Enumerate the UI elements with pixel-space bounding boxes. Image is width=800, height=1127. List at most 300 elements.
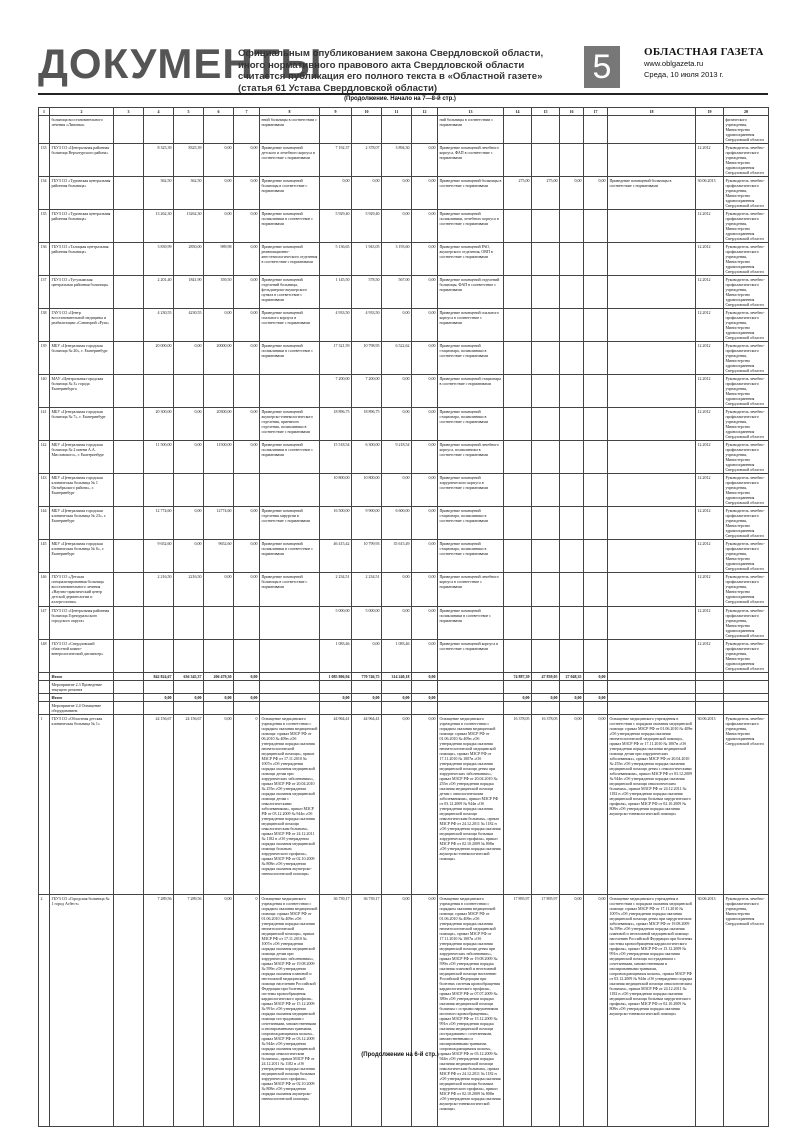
table-cell: 0,00 bbox=[584, 715, 608, 895]
table-cell: 4230,55 bbox=[174, 309, 204, 342]
table-cell bbox=[560, 342, 584, 375]
table-cell: 8325,39 bbox=[174, 144, 204, 177]
table-row bbox=[39, 673, 769, 681]
table-cell bbox=[174, 116, 204, 144]
table-cell: Руководитель лечебно-профилактического учреждения, Министерство здравоохранения Свердловской области bbox=[724, 309, 769, 342]
table-cell bbox=[504, 607, 532, 640]
table-cell: 147 bbox=[39, 607, 50, 640]
table-cell bbox=[204, 474, 234, 507]
table-row bbox=[39, 441, 769, 474]
table-cell: 0,00 bbox=[234, 573, 260, 607]
table-cell bbox=[532, 540, 560, 573]
table-cell: 0,00 bbox=[204, 177, 234, 210]
table-cell: Руководитель лечебно-профилактического учреждения, Министерство здравоохранения Свердловской области bbox=[724, 573, 769, 607]
table-cell bbox=[352, 116, 382, 144]
continuation-bottom: (Продолжение на 6-й стр.) bbox=[361, 1052, 439, 1058]
column-number: 2 bbox=[50, 108, 114, 116]
table-cell bbox=[560, 507, 584, 540]
newspaper-info bbox=[644, 46, 774, 80]
table-cell: 0,00 bbox=[234, 694, 260, 702]
table-cell bbox=[560, 474, 584, 507]
table-cell: Приведение помещений лечебного корпуса, ФАП в соответствие с нормативами bbox=[438, 144, 504, 177]
table-cell bbox=[234, 607, 260, 640]
table-cell bbox=[504, 702, 532, 715]
table-cell bbox=[532, 309, 560, 342]
table-cell: ГБУЗ СО «Туринская центральная районная больница» bbox=[50, 210, 114, 243]
table-cell: 0,00 bbox=[174, 694, 204, 702]
table-cell bbox=[584, 408, 608, 441]
table-cell bbox=[260, 640, 320, 673]
table-row bbox=[39, 681, 769, 694]
table-cell: физического учреждения, Министерство здравоохранения Свердловской области bbox=[724, 116, 769, 144]
table-cell: Итого bbox=[50, 694, 114, 702]
table-cell bbox=[560, 408, 584, 441]
table-cell: 145 bbox=[39, 540, 50, 573]
table-cell: 139 bbox=[39, 342, 50, 375]
table-cell: 7 289,56 bbox=[144, 895, 174, 1127]
table-cell: 4 933,50 bbox=[320, 309, 352, 342]
table-cell: 0,00 bbox=[560, 895, 584, 1127]
table-cell: Приведение помещений лечебного корпуса, поликлиники в соответствие с нормативами bbox=[438, 441, 504, 474]
table-cell bbox=[504, 441, 532, 474]
table-cell bbox=[532, 276, 560, 309]
table-cell: Приведение помещений отделений больницы, фельдшерско-акушерского пункта в соответствие с нормативами bbox=[260, 276, 320, 309]
table-cell: 2850,00 bbox=[174, 243, 204, 276]
table-cell bbox=[584, 342, 608, 375]
table-cell: 17 321,59 bbox=[320, 342, 352, 375]
table-cell: 578,50 bbox=[352, 276, 382, 309]
newspaper-name: ОБЛАСТНАЯ ГАЗЕТА bbox=[644, 46, 764, 58]
table-cell: 0,00 bbox=[382, 694, 412, 702]
table-cell: 8 325,39 bbox=[144, 144, 174, 177]
table-cell bbox=[114, 210, 144, 243]
table-cell: 0,00 bbox=[532, 694, 560, 702]
table-cell: 0,00 bbox=[412, 177, 438, 210]
table-row bbox=[39, 408, 769, 441]
table-cell bbox=[724, 681, 769, 694]
table-cell: 20 000,00 bbox=[144, 342, 174, 375]
table-cell: Приведение помещений стационара, поликлиники в соответствие с нормативами bbox=[438, 540, 504, 573]
table-cell bbox=[438, 673, 504, 681]
table-cell: 0,00 bbox=[412, 342, 438, 375]
table-row bbox=[39, 309, 769, 342]
table-cell: 12.2012 bbox=[696, 276, 724, 309]
table-cell: 0 bbox=[234, 895, 260, 1127]
table-cell: Приведение помещений детского и лечебного корпуса в соответствие с нормативами bbox=[260, 144, 320, 177]
table-cell: 0,00 bbox=[234, 408, 260, 441]
table-cell bbox=[260, 702, 320, 715]
table-cell bbox=[234, 702, 260, 715]
table-cell: Приведение помещений стационара, поликлиники в соответствие с нормативами bbox=[438, 408, 504, 441]
table-cell: Руководитель лечебно-профилактического учреждения, Министерство здравоохранения Свердловской области bbox=[724, 441, 769, 474]
table-cell bbox=[174, 375, 204, 408]
table-cell: Приведение помещений больницы в соответствие с нормативами bbox=[608, 177, 696, 210]
table-cell: 3 894,30 bbox=[382, 144, 412, 177]
table-cell: 10 798,95 bbox=[352, 342, 382, 375]
table-cell bbox=[504, 243, 532, 276]
table-cell: 11 500,00 bbox=[144, 441, 174, 474]
table-cell: 4 230,55 bbox=[144, 309, 174, 342]
table-cell: Руководитель лечебно-профилактического учреждения, Министерство здравоохранения Свердловской области bbox=[724, 408, 769, 441]
table-row bbox=[39, 177, 769, 210]
page-number: 5 bbox=[584, 46, 620, 88]
table-row bbox=[39, 342, 769, 375]
table-cell: 12.2012 bbox=[696, 573, 724, 607]
table-cell: 0,00 bbox=[412, 607, 438, 640]
table-cell: Приведение помещений поликлиники, лечебного корпуса в соответствие с нормативами bbox=[438, 210, 504, 243]
table-cell bbox=[532, 210, 560, 243]
table-cell: ний больницы в соответствии с нормативами bbox=[438, 116, 504, 144]
table-cell: 27 048,35 bbox=[560, 673, 584, 681]
column-number: 19 bbox=[696, 108, 724, 116]
table-cell: Приведение помещений корпуса в соответствие с нормативами bbox=[438, 640, 504, 673]
table-cell: 0,00 bbox=[560, 177, 584, 210]
table-cell: 0,00 bbox=[382, 210, 412, 243]
table-cell bbox=[114, 309, 144, 342]
table-cell: 5 000,00 bbox=[320, 607, 352, 640]
table-cell bbox=[584, 702, 608, 715]
table-cell: 2 378,07 bbox=[352, 144, 382, 177]
table-cell: Приведение помещений РАО, акушерского отделения, ОВП в соответствие с нормативами bbox=[438, 243, 504, 276]
table-cell bbox=[532, 375, 560, 408]
table-cell: 12.2012 bbox=[696, 243, 724, 276]
table-cell: Приведение помещений хирургического корпуса в соответствие с нормативами bbox=[438, 474, 504, 507]
table-cell: 0,00 bbox=[234, 309, 260, 342]
table-cell: 30.06.2013 bbox=[696, 895, 724, 1127]
table-cell bbox=[144, 116, 174, 144]
table-cell bbox=[504, 474, 532, 507]
table-cell: 12.2012 bbox=[696, 474, 724, 507]
table-cell bbox=[144, 474, 174, 507]
table-cell bbox=[584, 540, 608, 573]
page-header bbox=[38, 42, 768, 92]
column-number: 15 bbox=[532, 108, 560, 116]
table-cell bbox=[320, 702, 352, 715]
table-cell: Руководитель лечебно-профилактического учреждения, Министерство здравоохранения Свердловской области bbox=[724, 342, 769, 375]
column-number: 20 bbox=[724, 108, 769, 116]
table-cell: 17 895,97 bbox=[532, 895, 560, 1127]
column-number: 12 bbox=[412, 108, 438, 116]
table-cell bbox=[532, 408, 560, 441]
table-cell bbox=[532, 474, 560, 507]
table-cell bbox=[584, 681, 608, 694]
table-cell: Оснащение медицинского учреждения в соответствии с порядком оказания медицинской помощи: приказ МЗСР РФ от 01.06.2010 № 409н «Об утверждении порядка оказания неонатологической медицинской помощи», приказ МЗСР РФ от 17.11.2010 № 1007н «Об утверждении порядка оказания медицинской помощи детям при хирургических заболеваниях», приказ МЗСР РФ от 19.08.2009 № 599н «Об утверждении порядка оказания плановой и неотложной медицинской помощи населению Российской Федерации при болезнях системы кровообращения кардиологического профиля», приказ МЗСР РФ от 15.12.2009 № 991н «Об утверждении порядка оказания медицинской помощи пострадавшим с сочетанными, множественными и изолированными травмами, сопровождающимися шоком», приказ МЗСР РФ от 03.12.2009 № 944н «Об утверждении порядка оказания медицинской помощи онкологическим больным», приказ МЗСР РФ от 24.12.2011 № 1182 н «Об утверждении порядка оказания медицинской помощи больным хирургического профиля», приказ МЗСР РФ от 02.10.2009 № 808н «Об утверждении порядка оказания акушерско-гинекологической помощи» bbox=[260, 895, 320, 1127]
table-cell: 0,00 bbox=[174, 342, 204, 375]
table-cell: 35 615,49 bbox=[382, 540, 412, 573]
table-cell: 20300,00 bbox=[204, 408, 234, 441]
table-cell: 44 964,41 bbox=[352, 715, 382, 895]
table-cell: 136 bbox=[39, 243, 50, 276]
table-cell: 0,00 bbox=[560, 694, 584, 702]
table-row bbox=[39, 116, 769, 144]
table-cell: Руководитель лечебно-профилактического учреждения, Министерство здравоохранения Свердловской области bbox=[724, 895, 769, 1127]
table-cell bbox=[412, 116, 438, 144]
table-cell bbox=[504, 573, 532, 607]
table-cell bbox=[504, 342, 532, 375]
table-cell bbox=[584, 144, 608, 177]
table-cell: Оснащение медицинского учреждения в соответствии с порядком оказания медицинской помощи: приказ МЗСР РФ от 06.2010 № 409н «Об утверждении порядка оказания неонатологической медицинской помощи», приказ МЗСР РФ от 17.11.2010 № 1007н «Об утверждении порядка оказания медицинской помощи детям при хирургических заболеваниях», приказ МЗСР РФ от 20.04.2010 № 255н «Об утверждении порядка оказания медицинской помощи детям с онкологическими заболеваниями», приказ МЗСР РФ от 03.12.2009 № 944н «Об утверждении порядка оказания медицинской помощи онкологическим больным», приказ МЗСР РФ от 24.12.2011 № 1182 н «Об утверждении порядка оказания медицинской помощи больным хирургического профиля», приказ МЗСР РФ от 02.10.2009 № 808н «Об утверждении порядка оказания акушерско-гинекологической помощи» bbox=[260, 715, 320, 895]
table-cell: 0,00 bbox=[204, 895, 234, 1127]
table-row bbox=[39, 210, 769, 243]
data-table bbox=[38, 107, 769, 1127]
table-cell bbox=[560, 681, 584, 694]
table-cell bbox=[584, 243, 608, 276]
table-cell: Руководитель лечебно-профилактического учреждения, Министерство здравоохранения Свердловской области bbox=[724, 507, 769, 540]
table-cell bbox=[560, 607, 584, 640]
table-cell: 36 739,17 bbox=[352, 895, 382, 1127]
table-cell: Руководитель лечебно-профилактического учреждения, Министерство здравоохранения Свердловской области bbox=[724, 715, 769, 895]
table-cell: 0,00 bbox=[412, 276, 438, 309]
table-cell: 314 240,18 bbox=[382, 673, 412, 681]
table-cell: МБУ «Центральная городская клиническая больница № 23», г. Екатеринбург bbox=[50, 507, 114, 540]
table-cell: 138 bbox=[39, 309, 50, 342]
continuation-top: (Продолжение. Начало на 7—8-й стр.) bbox=[344, 96, 456, 102]
table-cell bbox=[560, 276, 584, 309]
table-cell bbox=[352, 702, 382, 715]
table-cell bbox=[174, 607, 204, 640]
table-cell: ГБУЗ СО «Детская специализированная больница восстановительного лечения «Научно-практический центр детской дерматологии и аллергологии» bbox=[50, 573, 114, 607]
column-number: 9 bbox=[320, 108, 352, 116]
table-cell: 5 929,40 bbox=[352, 210, 382, 243]
table-cell bbox=[504, 210, 532, 243]
table-cell bbox=[114, 895, 144, 1127]
table-cell: 0,00 bbox=[204, 694, 234, 702]
table-cell: 0,00 bbox=[352, 640, 382, 673]
table-cell: Оснащение медицинского учреждения в соответствии с порядком оказания медицинской помощи: приказ МЗСР РФ от 01.06.2010 № 409н «Об утверждении порядка оказания неонатологической медицинской помощи», приказ МЗСР РФ от 17.11.2010 № 1007н «Об утверждении порядка оказания медицинской помощи детям при хирургических заболеваниях», приказ МЗСР РФ от 20.04.2010 № 255н «Об утверждении порядка оказания медицинской помощи детям с онкологическими заболеваниями», приказ МЗСР РФ от 03.12.2009 № 944н «Об утверждении порядка оказания медицинской помощи онкологическим больным», приказ МЗСР РФ от 24.12.2011 № 1182 н «Об утверждении порядка оказания медицинской помощи больным хирургического профиля», приказ МЗСР РФ от 02.10.2009 № 808н «Об утверждении порядка оказания акушерско-гинекологической помощи» bbox=[608, 715, 696, 895]
table-cell: 12.2012 bbox=[696, 144, 724, 177]
table-cell bbox=[412, 681, 438, 694]
table-cell bbox=[174, 681, 204, 694]
table-cell: 0,00 bbox=[320, 177, 352, 210]
table-cell: 12.2012 bbox=[696, 342, 724, 375]
table-cell bbox=[560, 640, 584, 673]
table-cell: Приведение помещений больницы в соответствие с нормативами bbox=[260, 573, 320, 607]
table-cell: 47 839,05 bbox=[532, 673, 560, 681]
table-cell: 0,00 bbox=[412, 895, 438, 1127]
table-cell: Оснащение медицинского учреждения в соответствии с порядком оказания медицинской помощи: приказ МЗСР РФ от 01.06.2010 № 409н «Об утверждении порядка оказания неонатологической медицинской помощи», приказ МЗСР РФ от 17.11.2010 № 1007н «Об утверждении порядка оказания медицинской помощи детям при хирургических заболеваниях», приказ МЗСР РФ от 19.08.2009 № 599н «Об утверждении порядка оказания плановой и неотложной медицинской помощи населению Российской Федерации при болезнях системы кровообращения кардиологического профиля», приказ МЗСР РФ от 07.07.2009 № 389н «Об утверждении порядка оказания медицинской помощи больным с острыми нарушениями мозгового кровообращения», приказ МЗСР РФ от 15.12.2009 № 991н «Об утверждении порядка оказания медицинской помощи пострадавшим с сочетанными, множественными и изолированными травмами, сопровождающимися шоком», приказ МЗСР РФ от 03.12.2009 № 944н «Об утверждении порядка оказания медицинской помощи онкологическим больным», приказ МЗСР РФ от 24.12.2011 № 1182 н «Об утверждении порядка оказания медицинской помощи больным хирургического профиля», приказ МЗСР РФ от 02.10.2009 № 808н «Об утверждении порядка оказания акушерско-гинекологической помощи» bbox=[438, 895, 504, 1127]
table-cell bbox=[608, 681, 696, 694]
table-cell: 12.2012 bbox=[696, 408, 724, 441]
table-cell: 2 234,51 bbox=[320, 573, 352, 607]
table-cell bbox=[39, 681, 50, 694]
table-cell: 20000,00 bbox=[204, 342, 234, 375]
table-cell: Руководитель лечебно-профилактического учреждения, Министерство здравоохранения Свердловской области bbox=[724, 243, 769, 276]
table-cell: 146 bbox=[39, 573, 50, 607]
table-cell bbox=[608, 375, 696, 408]
column-number: 11 bbox=[382, 108, 412, 116]
table-cell: Руководитель лечебно-профилактического учреждения, Министерство здравоохранения Свердловской области bbox=[724, 375, 769, 408]
table-cell: 0,00 bbox=[234, 507, 260, 540]
issue-date: Среда, 10 июля 2013 г. bbox=[644, 70, 724, 79]
table-cell: 0,00 bbox=[412, 540, 438, 573]
table-row bbox=[39, 715, 769, 895]
table-cell: 0,00 bbox=[204, 573, 234, 607]
table-cell bbox=[234, 681, 260, 694]
table-cell bbox=[504, 681, 532, 694]
table-row bbox=[39, 573, 769, 607]
table-cell: 16 500,00 bbox=[320, 507, 352, 540]
table-cell: Приведение помещений спального корпуса в соответствие с нормативами bbox=[260, 309, 320, 342]
table-cell: 7 200,00 bbox=[320, 375, 352, 408]
table-cell bbox=[584, 309, 608, 342]
table-cell: 7 200,00 bbox=[352, 375, 382, 408]
table-cell: 1 bbox=[39, 715, 50, 895]
table-cell: 3 839,99 bbox=[144, 243, 174, 276]
table-cell bbox=[234, 474, 260, 507]
table-cell bbox=[504, 375, 532, 408]
table-cell: Руководитель лечебно-профилактического учреждения, Министерство здравоохранения Свердловской области bbox=[724, 210, 769, 243]
table-cell: 842 824,67 bbox=[144, 673, 174, 681]
table-cell bbox=[608, 342, 696, 375]
column-number: 16 bbox=[560, 108, 584, 116]
table-cell: Приведение помещений лечебного корпуса в соответствие с нормативами bbox=[438, 573, 504, 607]
table-cell bbox=[560, 309, 584, 342]
table-cell bbox=[504, 309, 532, 342]
table-cell bbox=[584, 573, 608, 607]
table-cell: Приведение помещений поликлиники в соответствие с нормативами bbox=[260, 441, 320, 474]
table-cell bbox=[608, 276, 696, 309]
table-cell: 1 083,46 bbox=[382, 640, 412, 673]
table-cell bbox=[438, 702, 504, 715]
table-cell: 0,00 bbox=[504, 694, 532, 702]
table-cell: 141 bbox=[39, 408, 50, 441]
table-cell: 0,00 bbox=[412, 640, 438, 673]
table-cell bbox=[114, 507, 144, 540]
table-cell: 13262,30 bbox=[174, 210, 204, 243]
table-cell bbox=[584, 375, 608, 408]
table-cell bbox=[114, 540, 144, 573]
table-cell: ГБУЗ СО «Областная детская клиническая больница № 1» bbox=[50, 715, 114, 895]
table-cell bbox=[608, 408, 696, 441]
table-cell: 144 bbox=[39, 507, 50, 540]
table-cell: 44 964,41 bbox=[320, 715, 352, 895]
table-cell: Руководитель лечебно-профилактического учреждения, Министерство здравоохранения Свердловской области bbox=[724, 177, 769, 210]
table-cell bbox=[382, 702, 412, 715]
table-cell: 0,00 bbox=[204, 309, 234, 342]
table-cell: Руководитель лечебно-профилактического учреждения, Министерство здравоохранения Свердловской области bbox=[724, 276, 769, 309]
table-cell: МБУ «Центральная городская клиническая больница № 1 Октябрьского района», г. Екатеринбург bbox=[50, 474, 114, 507]
table-cell bbox=[532, 640, 560, 673]
table-row bbox=[39, 144, 769, 177]
table-cell bbox=[608, 694, 696, 702]
table-cell bbox=[114, 573, 144, 607]
table-cell: Руководитель лечебно-профилактического учреждения, Министерство здравоохранения Свердловской области bbox=[724, 607, 769, 640]
table-cell: 0,00 bbox=[174, 441, 204, 474]
table-cell: 359,50 bbox=[204, 276, 234, 309]
table-cell: 362,50 bbox=[144, 177, 174, 210]
table-cell: Оснащение медицинского учреждения в соответствии с порядком оказания медицинской помощи: приказ МЗСР РФ от 17.11.2010 № 1007н «Об утверждении порядка оказания медицинской помощи детям при хирургических заболеваниях», приказ МЗСР РФ от 19.08.2009 № 599н «Об утверждении порядка оказания плановой и неотложной медицинской помощи населению Российской Федерации при болезнях системы кровообращения кардиологического профиля», приказ МЗСР РФ от 15.12.2009 № 991н «Об утверждении порядка оказания медицинской помощи пострадавшим с сочетанными, множественными и изолированными травмами, сопровождающимися шоком», приказ МЗСР РФ от 03.12.2009 № 944н «Об утверждении порядка оказания медицинской помощи онкологическим больным», приказ МЗСР РФ от 24.12.2011 № 1182 н «Об утверждении порядка оказания медицинской помощи больным хирургического профиля», приказ МЗСР РФ от 02.10.2009 № 808н «Об утверждении порядка оказания акушерско-гинекологической помощи» bbox=[608, 895, 696, 1127]
table-cell: 148 bbox=[39, 640, 50, 673]
table-cell bbox=[504, 144, 532, 177]
table-cell bbox=[532, 342, 560, 375]
column-number: 8 bbox=[260, 108, 320, 116]
column-number: 14 bbox=[504, 108, 532, 116]
table-cell: 12.2012 bbox=[696, 607, 724, 640]
table-cell: 0,00 bbox=[234, 342, 260, 375]
table-cell: 2 bbox=[39, 895, 50, 1127]
table-cell bbox=[204, 375, 234, 408]
table-cell bbox=[584, 474, 608, 507]
table-cell: 0,00 bbox=[234, 441, 260, 474]
table-cell: Приведение помещений стационара, поликлиники в соответствие с нормативами bbox=[438, 342, 504, 375]
publication-note: Официальным опубликованием закона Свердловской области, иного нормативного правового акта Свердловской области считается публикация его полного текста в «Областной газете» (статья 61 Устава Свердловской области) bbox=[238, 48, 544, 94]
table-cell bbox=[114, 441, 144, 474]
table-cell bbox=[532, 116, 560, 144]
table-cell bbox=[114, 408, 144, 441]
table-cell bbox=[39, 702, 50, 715]
table-cell bbox=[608, 441, 696, 474]
table-row bbox=[39, 895, 769, 1127]
table-cell: 0,00 bbox=[412, 408, 438, 441]
table-cell bbox=[204, 116, 234, 144]
column-number: 3 bbox=[114, 108, 144, 116]
table-cell bbox=[608, 702, 696, 715]
table-cell: 0,00 bbox=[352, 177, 382, 210]
table-cell bbox=[608, 309, 696, 342]
table-cell bbox=[204, 702, 234, 715]
table-cell: 9 218,54 bbox=[382, 441, 412, 474]
table-cell: 0,00 bbox=[234, 210, 260, 243]
table-cell: ГБУЗ СО «Центральная районная больница Горноуральского городского округа» bbox=[50, 607, 114, 640]
table-cell: 17 895,97 bbox=[504, 895, 532, 1127]
table-cell bbox=[114, 694, 144, 702]
table-cell: 0,00 bbox=[412, 441, 438, 474]
table-cell: Руководитель лечебно-профилактического учреждения, Министерство здравоохранения Свердловской области bbox=[724, 144, 769, 177]
table-cell: 0,00 bbox=[382, 177, 412, 210]
table-cell bbox=[696, 116, 724, 144]
table-cell bbox=[696, 681, 724, 694]
table-cell bbox=[560, 540, 584, 573]
table-cell bbox=[114, 177, 144, 210]
table-cell: 18 896,75 bbox=[352, 408, 382, 441]
table-cell: 6 600,00 bbox=[382, 507, 412, 540]
table-cell: 2216,50 bbox=[174, 573, 204, 607]
column-number: 17 bbox=[584, 108, 608, 116]
table-cell: 12.2012 bbox=[696, 309, 724, 342]
table-cell: 0,00 bbox=[412, 507, 438, 540]
table-cell bbox=[114, 342, 144, 375]
table-cell: ГБУЗ СО «Тугулымская центральная районная больница» bbox=[50, 276, 114, 309]
table-cell: Приведение помещений стационара в соответствие с нормативами bbox=[438, 375, 504, 408]
table-cell: 3 193,60 bbox=[382, 243, 412, 276]
newspaper-url[interactable]: www.oblgazeta.ru bbox=[644, 59, 704, 68]
table-cell bbox=[234, 116, 260, 144]
table-cell: 0,00 bbox=[412, 144, 438, 177]
table-cell: 142 bbox=[39, 441, 50, 474]
column-number: 18 bbox=[608, 108, 696, 116]
table-cell: 0,00 bbox=[382, 309, 412, 342]
table-cell bbox=[114, 144, 144, 177]
table-cell bbox=[114, 673, 144, 681]
table-cell bbox=[560, 116, 584, 144]
table-cell bbox=[504, 116, 532, 144]
table-cell: Руководитель лечебно-профилактического учреждения, Министерство здравоохранения Свердловской области bbox=[724, 640, 769, 673]
table-cell bbox=[532, 243, 560, 276]
table-cell: 12774,60 bbox=[204, 507, 234, 540]
table-cell: 0,00 bbox=[412, 375, 438, 408]
table-cell: 24 156,67 bbox=[174, 715, 204, 895]
table-cell bbox=[608, 540, 696, 573]
table-cell: Оснащение медицинского учреждения в соответствии с порядком оказания медицинской помощи: приказ МЗСР РФ от 01.06.2010 № 409н «Об утверждении порядка оказания неонатологической медицинской помощи», приказ МЗСР РФ от 17.11.2010 № 1007н «Об утверждении порядка оказания медицинской помощи детям при хирургических заболеваниях», приказ МЗСР РФ от 20.04.2010 № 255н «Об утверждении порядка оказания медицинской помощи детям с онкологическими заболеваниями», приказ МЗСР РФ от 03.12.2009 № 944н «Об утверждении порядка оказания медицинской помощи онкологическим больным», приказ МЗСР РФ от 24.12.2011 № 1182 н «Об утверждении порядка оказания медицинской помощи больным хирургического профиля», приказ МЗСР РФ от 02.10.2009 № 808н «Об утверждении порядка оказания акушерско-гинекологической помощи» bbox=[438, 715, 504, 895]
table-cell: 0,00 bbox=[234, 540, 260, 573]
table-cell bbox=[608, 573, 696, 607]
table-cell: 362,50 bbox=[174, 177, 204, 210]
table-cell: 16 378,05 bbox=[532, 715, 560, 895]
table-cell bbox=[608, 144, 696, 177]
column-number-row bbox=[39, 108, 769, 116]
table-cell: 10 800,00 bbox=[320, 474, 352, 507]
table-cell: ГБУЗ СО «Городская больница № 1 город Асбест» bbox=[50, 895, 114, 1127]
